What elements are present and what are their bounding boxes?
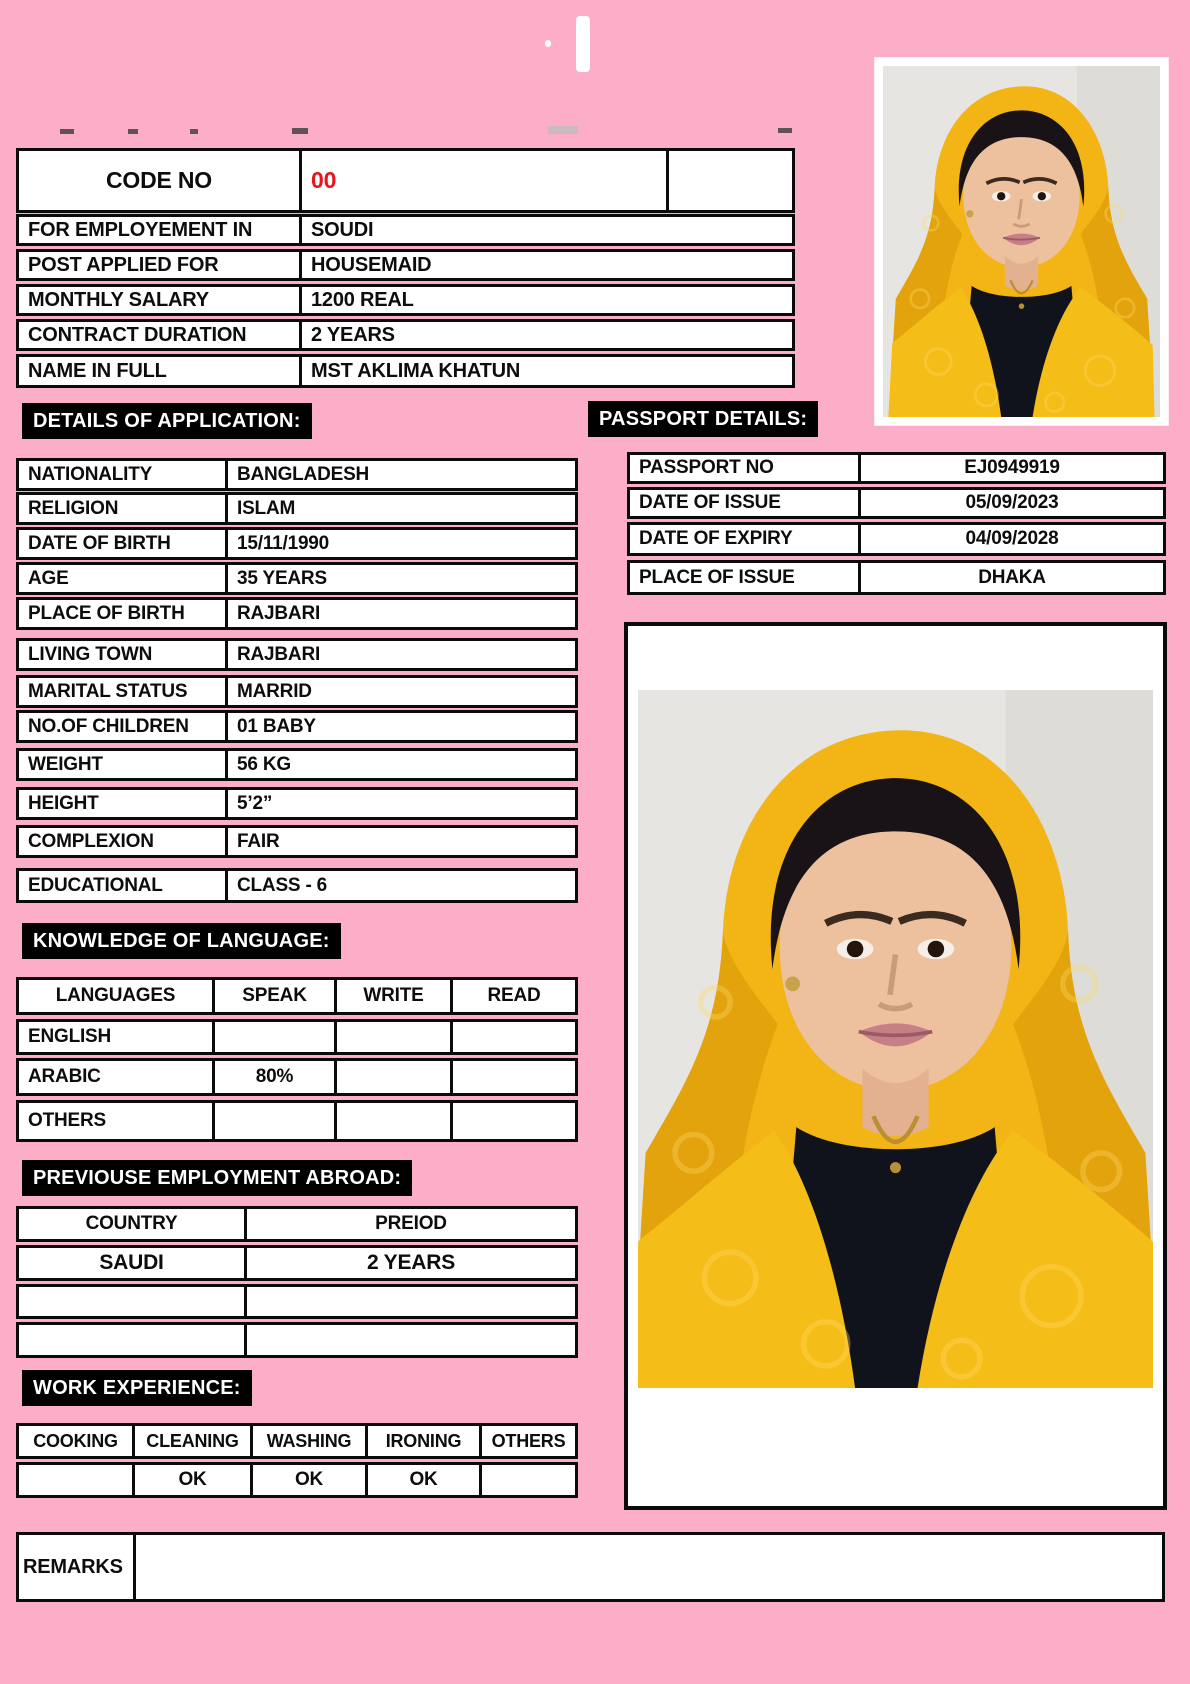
field-value: 5’2” [225, 790, 575, 817]
table-header-row [16, 1423, 578, 1459]
table-row [16, 710, 578, 743]
table-row [16, 1019, 578, 1055]
field-label: CONTRACT DURATION [28, 323, 247, 346]
column-header: IRONING [365, 1426, 479, 1456]
work-value: OK [250, 1465, 365, 1495]
applicant-photo-large [624, 622, 1167, 1510]
table-row [16, 527, 578, 560]
speak-value: 80% [212, 1061, 334, 1093]
table-header-row [16, 977, 578, 1015]
table-row [16, 1245, 578, 1281]
scan-mark [292, 128, 308, 134]
column-header: PREIOD [244, 1209, 575, 1239]
table-row [16, 748, 578, 781]
column-header: COOKING [33, 1430, 118, 1451]
scan-artifact [576, 16, 590, 72]
table-row [627, 452, 1166, 484]
field-value: EJ0949919 [858, 455, 1163, 481]
field-value: 04/09/2028 [858, 525, 1163, 553]
field-label: FOR EMPLOYEMENT IN [28, 218, 253, 241]
field-value: 56 KG [225, 751, 575, 778]
field-label: HEIGHT [28, 792, 99, 814]
scan-mark [128, 129, 138, 134]
field-label: NAME IN FULL [28, 359, 167, 382]
field-value: CLASS - 6 [225, 871, 575, 900]
field-value: RAJBARI [225, 600, 575, 627]
portrait-image [638, 690, 1153, 1388]
field-label: LIVING TOWN [28, 643, 153, 665]
code-no-value: 00 [299, 151, 666, 210]
table-header-row [16, 1206, 578, 1242]
table-row [16, 1100, 578, 1142]
table-row [627, 522, 1166, 556]
field-value: ISLAM [225, 495, 575, 522]
speak-value [212, 1103, 334, 1139]
table-row [627, 487, 1166, 519]
field-value: MARRID [225, 678, 575, 705]
field-label: COMPLEXION [28, 830, 154, 852]
field-value: 15/11/1990 [225, 530, 575, 557]
period-value [244, 1287, 575, 1316]
table-row [16, 562, 578, 595]
table-row [16, 284, 795, 316]
field-label: MARITAL STATUS [28, 680, 188, 702]
column-header: COUNTRY [85, 1213, 178, 1234]
field-value: BANGLADESH [225, 461, 575, 488]
scan-mark [548, 126, 578, 134]
table-row [627, 560, 1166, 595]
field-label: POST APPLIED FOR [28, 253, 219, 276]
language-name: OTHERS [28, 1110, 106, 1131]
table-row [16, 787, 578, 820]
table-row [16, 249, 795, 281]
language-name: ENGLISH [28, 1026, 112, 1047]
table-row [16, 1462, 578, 1498]
table-row [16, 214, 795, 246]
field-value: 2 YEARS [299, 322, 792, 348]
field-label: DATE OF ISSUE [639, 492, 781, 513]
read-value [450, 1061, 575, 1093]
speak-value [212, 1022, 334, 1052]
field-label: REMARKS [23, 1555, 123, 1578]
column-header: WASHING [250, 1426, 365, 1456]
field-label: NO.OF CHILDREN [28, 715, 189, 737]
field-label: WEIGHT [28, 753, 103, 775]
field-label: PLACE OF BIRTH [28, 602, 185, 624]
field-value: 35 YEARS [225, 565, 575, 592]
field-label: EDUCATIONAL [28, 874, 163, 896]
write-value [334, 1022, 450, 1052]
table-row [16, 319, 795, 351]
field-label: AGE [28, 567, 69, 589]
table-row [16, 1284, 578, 1319]
section-badge-details: DETAILS OF APPLICATION: [22, 403, 312, 439]
scan-mark [190, 129, 198, 134]
remarks-value [133, 1535, 1162, 1599]
column-header: SPEAK [212, 980, 334, 1012]
column-header: WRITE [334, 980, 450, 1012]
country-value: SAUDI [99, 1251, 164, 1274]
work-value: OK [132, 1465, 250, 1495]
field-value: DHAKA [858, 563, 1163, 592]
field-label: NATIONALITY [28, 463, 153, 485]
field-label: DATE OF BIRTH [28, 532, 171, 554]
table-row [16, 638, 578, 671]
scan-artifact [545, 40, 551, 47]
field-label: DATE OF EXPIRY [639, 528, 793, 549]
table-row [16, 1322, 578, 1358]
section-badge-language: KNOWLEDGE OF LANGUAGE: [22, 923, 341, 959]
table-row [16, 675, 578, 708]
applicant-photo-small [875, 58, 1168, 425]
table-row [16, 1058, 578, 1096]
write-value [334, 1061, 450, 1093]
period-value: 2 YEARS [244, 1248, 575, 1278]
section-badge-employment: PREVIOUSE EMPLOYMENT ABROAD: [22, 1160, 412, 1196]
language-name: ARABIC [28, 1066, 101, 1087]
code-no-row [16, 148, 795, 213]
work-value [479, 1465, 575, 1495]
table-row [16, 492, 578, 525]
write-value [334, 1103, 450, 1139]
scan-mark [778, 128, 792, 133]
work-value: OK [365, 1465, 479, 1495]
read-value [450, 1103, 575, 1139]
read-value [450, 1022, 575, 1052]
column-header: LANGUAGES [55, 985, 176, 1006]
column-header: CLEANING [132, 1426, 250, 1456]
field-label: RELIGION [28, 497, 119, 519]
table-row [16, 597, 578, 630]
field-label: PASSPORT NO [639, 457, 774, 478]
section-badge-passport: PASSPORT DETAILS: [588, 401, 818, 437]
portrait-image [883, 66, 1160, 417]
empty-cell [666, 151, 792, 210]
field-value: 1200 REAL [299, 287, 792, 313]
table-row [16, 354, 795, 388]
country-value [19, 1325, 244, 1355]
field-value: HOUSEMAID [299, 252, 792, 278]
field-value: MST AKLIMA KHATUN [299, 357, 792, 385]
field-label: CODE NO [106, 167, 212, 193]
scan-mark [60, 129, 74, 134]
field-value: SOUDI [299, 217, 792, 243]
field-label: MONTHLY SALARY [28, 288, 209, 311]
work-value [19, 1465, 132, 1495]
period-value [244, 1325, 575, 1355]
table-row [16, 868, 578, 903]
column-header: OTHERS [479, 1426, 575, 1456]
remarks-row [16, 1532, 1165, 1602]
field-value: 01 BABY [225, 713, 575, 740]
country-value [19, 1287, 244, 1316]
table-row [16, 458, 578, 491]
field-label: PLACE OF ISSUE [639, 566, 795, 588]
field-value: 05/09/2023 [858, 490, 1163, 516]
field-value: RAJBARI [225, 641, 575, 668]
field-value: FAIR [225, 828, 575, 855]
table-row [16, 825, 578, 858]
section-badge-work: WORK EXPERIENCE: [22, 1370, 252, 1406]
column-header: READ [450, 980, 575, 1012]
